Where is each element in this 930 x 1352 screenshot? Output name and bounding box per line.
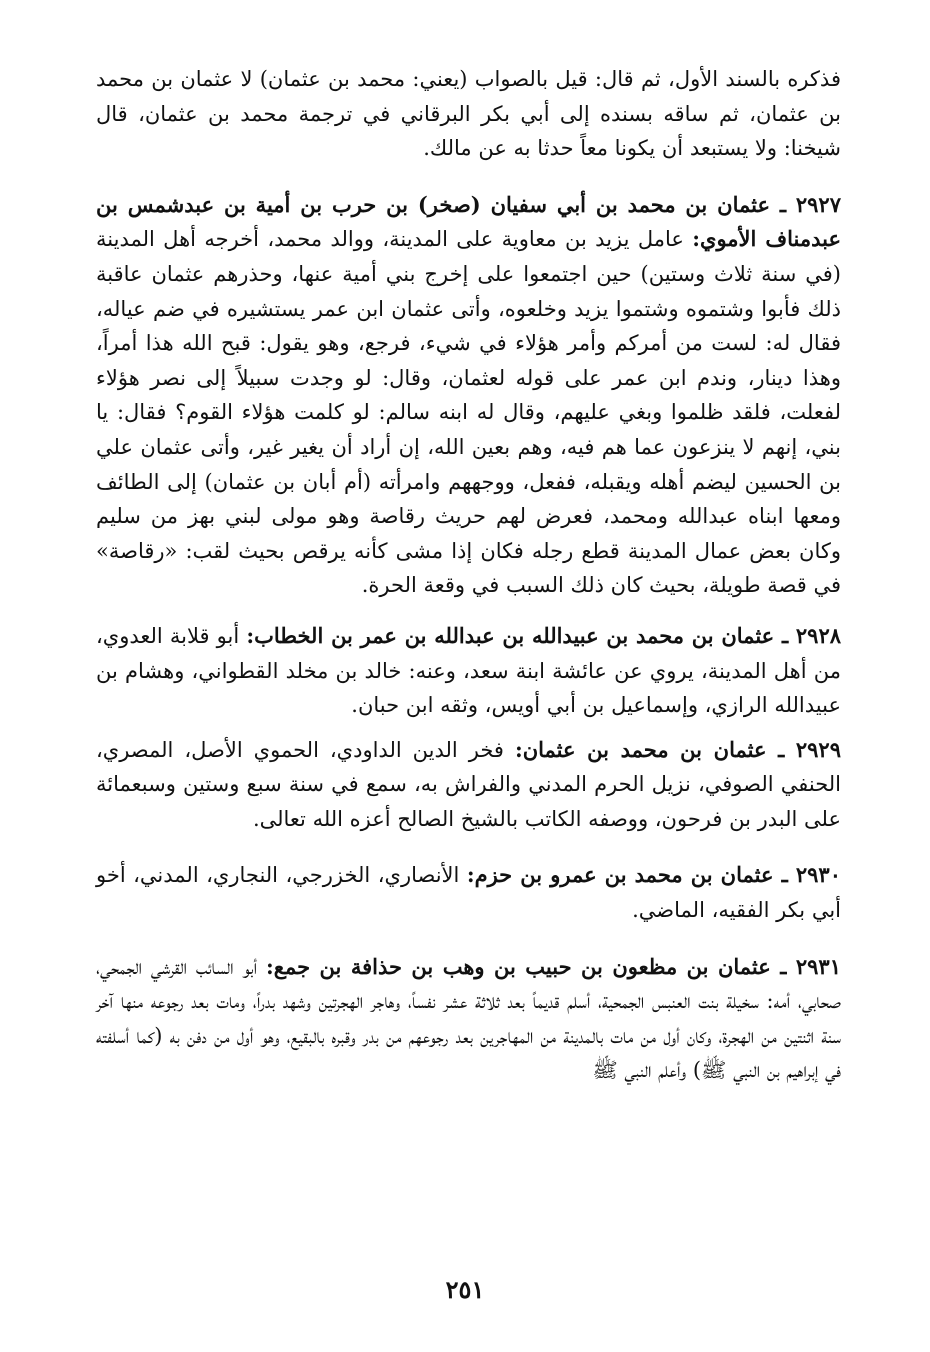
intro-paragraph (96, 62, 841, 166)
entry-heading: ٢٩٢٧ ـ عثمان بن محمد بن أبي سفيان (صخر) بن حرب بن أمية بن عبدشمس بن عبدمناف الأموي: (96, 191, 841, 252)
page-number: ٢٥١ (445, 1275, 485, 1304)
entry-2930 (96, 858, 841, 927)
entry-heading: ٢٩٣٠ ـ عثمان بن محمد بن عمرو بن حزم: (466, 862, 841, 888)
entry-body: فخر الدين الداودي، الحموي الأصل، المصري، الحنفي الصوفي، نزيل الحرم المدني والفراش به، سمع في سنة سبع وستين وسبعمائة على البدر بن فرحون، ووصفه الكاتب بالشيخ الصالح أعزه الله تعالى. (96, 737, 841, 831)
entry-body: أبو السائب القرشي الجمحي، صحابي، أمه: سخيلة بنت العنبس الجمحية، أسلم قديماً بعد ثلاثة عشر نفساً، وهاجر الهجرتين وشهد بدراً، ومات بعد رجوعه منها آخر سنة اثنتين من الهجرة، وكان أول من مات بالمدينة من المهاجرين بعد رجوعهم من بدر وقبره بالبقيع، وهو أول من دفن به (كما أسلفته في إبراهيم بن النبي ﷺ) وأعلم النبي ﷺ (96, 954, 841, 1083)
entry-2931 (96, 950, 841, 1088)
book-page (96, 62, 841, 1088)
entry-body: عامل يزيد بن معاوية على المدينة، ووالد محمد، أخرجه أهل المدينة (في سنة ثلاث وستين) حين اجتمعوا على إخرج بني أمية عنها، وحذرهم عثمان عاقبة ذلك فأبوا وشتموه وشتموا يزيد وخلعوه، وأتى عثمان ابن عمر يستشيره في ضم عياله، فقال له: لست من أمركم وأمر هؤلاء في شيء، فرجع، وهو يقول: قبح الله هذا أمراً، وهذا دينار، وندم ابن عمر على قوله لعثمان، وقال: لو وجدت سبيلاً إلى نصر هؤلاء لفعلت، فلقد ظلموا وبغي عليهم، وقال له ابنه سالم: لو كلمت هؤلاء القوم؟ فقال: يا بني، إنهم لا ينزعون عما هم فيه، وهم بعين الله، إن أراد أن يغير غير، وأتى عثمان علي بن الحسين ليضم أهله ويقبله، ففعل، ووجههم وامرأته (أم أبان بن عثمان) إلى الطائف ومعها ابناه عبدالله ومحمد، فعرض لهم حريث رقاصة وهو مولى لبني بهز من سليم وكان بعض عمال المدينة قطع رجله فكان إذا مشى كأنه يرقص بحيث لقب: «رقاصة» في قصة طويلة، بحيث كان ذلك السبب في وقعة الحرة. (96, 227, 841, 598)
entry-body: الأنصاري، الخزرجي، النجاري، المدني، أخو أبي بكر الفقيه، الماضي. (96, 863, 841, 923)
entry-heading: ٢٩٣١ ـ عثمان بن مظعون بن حبيب بن وهب بن حذافة بن جمع: (266, 953, 841, 979)
entry-heading: ٢٩٢٨ ـ عثمان بن محمد بن عبيدالله بن عبدالله بن عمر بن الخطاب: (246, 622, 842, 648)
entry-heading: ٢٩٢٩ ـ عثمان بن محمد بن عثمان: (514, 736, 841, 762)
intro-text: فذكره بالسند الأول، ثم قال: قيل بالصواب (يعني: محمد بن عثمان) لا عثمان بن محمد بن عثمان، ثم ساقه بسنده إلى أبي بكر البرقاني في ترجمة محمد بن عثمان، قال شيخنا: ولا يستبعد أن يكونا معاً حدثا به عن مالك. (96, 67, 841, 161)
entry-2929 (96, 733, 841, 837)
entry-body: أبو قلابة العدوي، من أهل المدينة، يروي عن عائشة ابنة سعد، وعنه: خالد بن مخلد القطواني، وهشام بن عبيدالله الرازي، وإسماعيل بن أبي أويس، وثقه ابن حبان. (96, 623, 841, 718)
entry-2927 (96, 188, 841, 603)
entry-2928 (96, 619, 841, 723)
